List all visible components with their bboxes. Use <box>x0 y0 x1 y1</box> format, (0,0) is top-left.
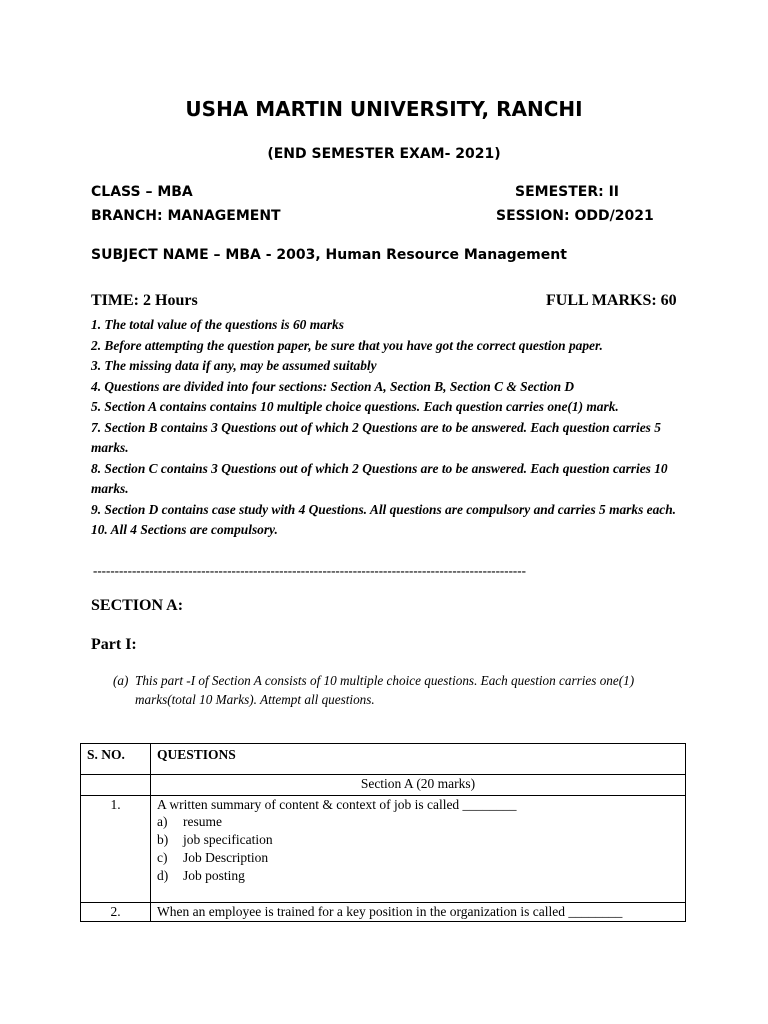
instruction-item: 5. Section A contains contains 10 multiple choice questions. Each question carries one(1) mark. <box>91 399 619 414</box>
instructions-list <box>91 315 701 541</box>
option-item: c) Job Description <box>157 850 269 865</box>
instruction-item: 4. Questions are divided into four sections: Section A, Section B, Section C & Section D <box>91 378 575 394</box>
university-title: USHA MARTIN UNIVERSITY, RANCHI <box>185 97 583 121</box>
part-instruction-note <box>113 671 723 709</box>
empty-cell <box>81 775 151 796</box>
class-semester-row <box>91 184 691 200</box>
part-i-heading: Part I: <box>91 636 137 653</box>
note-line-2: marks(total 10 Marks). Attempt all questions. <box>135 692 375 707</box>
branch-session-row <box>91 208 691 224</box>
option-item: d) Job posting <box>157 868 245 883</box>
question-number: 2. <box>81 903 151 922</box>
note-label: (a) <box>113 673 129 688</box>
col-header-questions: QUESTIONS <box>151 744 686 775</box>
col-header-sno: S. NO. <box>81 744 151 775</box>
exam-title: (END SEMESTER EXAM- 2021) <box>267 146 501 162</box>
option-item: a) resume <box>157 814 222 829</box>
class-label: CLASS – MBA <box>91 184 193 200</box>
question-text: When an employee is trained for a key position in the organization is called ________ <box>151 903 686 922</box>
table-row <box>81 903 686 922</box>
instruction-item: 9. Section D contains case study with 4 Questions. All questions are compulsory and carries 5 marks each. <box>91 501 677 517</box>
instruction-item: 1. The total value of the questions is 60 marks <box>91 317 344 332</box>
instruction-item: 3. The missing data if any, may be assumed suitably <box>91 358 377 373</box>
question-number: 1. <box>81 796 151 903</box>
instruction-item: 2. Before attempting the question paper, be sure that you have got the correct question paper. <box>91 337 603 353</box>
table-row <box>81 775 686 796</box>
dashed-divider: ---------------------------------------------------------------------------------------------------- <box>93 563 526 578</box>
table-row <box>81 796 686 903</box>
time-label: TIME: 2 Hours <box>91 292 198 309</box>
option-item: b) job specification <box>157 832 273 847</box>
table-header-row <box>81 744 686 775</box>
section-a-heading: SECTION A: <box>91 597 184 614</box>
question-text: A written summary of content & context of job is called ________ <box>157 797 517 812</box>
section-marks-cell: Section A (20 marks) <box>151 775 686 796</box>
full-marks-label: FULL MARKS: 60 <box>546 292 677 309</box>
semester-label: SEMESTER: II <box>515 184 620 200</box>
subject-name: SUBJECT NAME – MBA - 2003, Human Resource Management <box>91 247 567 263</box>
time-marks-row <box>91 292 691 310</box>
branch-label: BRANCH: MANAGEMENT <box>91 208 281 224</box>
instruction-item: 8. Section C contains 3 Questions out of which 2 Questions are to be answered. Each question carries 10 marks. <box>91 460 668 496</box>
note-line-1: This part -I of Section A consists of 10 multiple choice questions. Each question carries one(1) <box>135 673 635 688</box>
instruction-item: 10. All 4 Sections are compulsory. <box>91 522 278 537</box>
question-cell <box>151 796 686 903</box>
session-label: SESSION: ODD/2021 <box>496 208 654 224</box>
instruction-item: 7. Section B contains 3 Questions out of which 2 Questions are to be answered. Each question carries 5 marks. <box>91 419 661 455</box>
questions-table <box>80 743 686 922</box>
